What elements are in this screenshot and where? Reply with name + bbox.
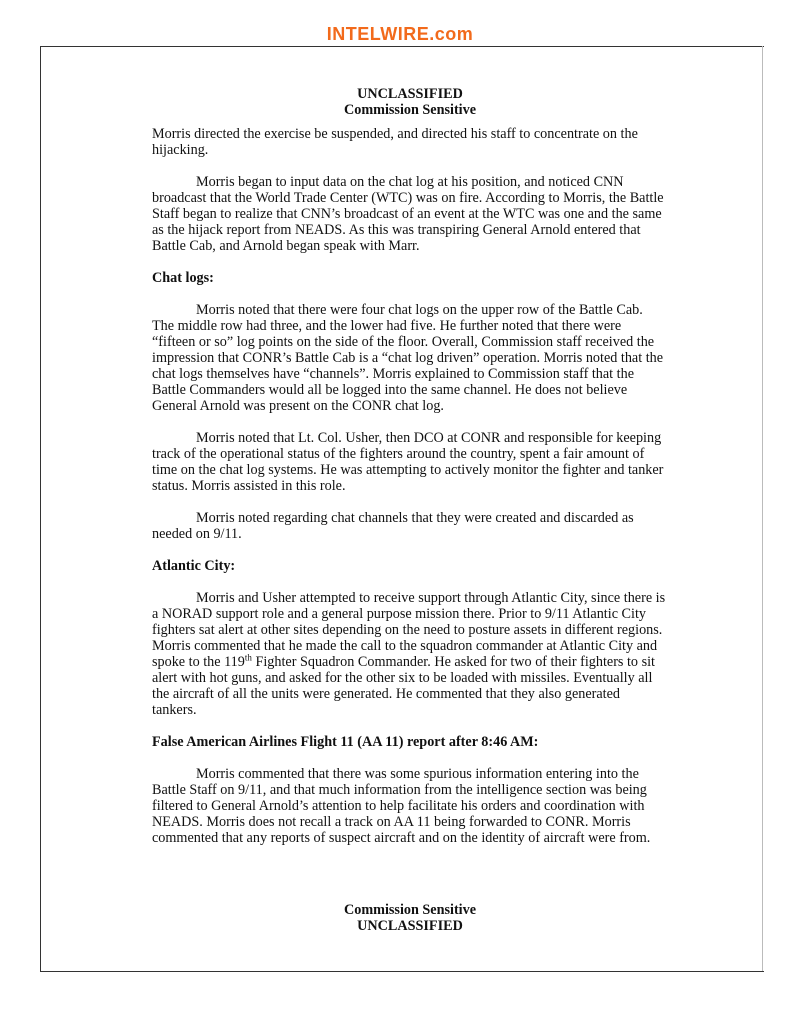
paragraph-6	[152, 590, 668, 718]
paragraph-2: Morris began to input data on the chat log at his position, and noticed CNN broadcast that the World Trade Center (WTC) was on fire. According to Morris, the Battle Staff began to realize that CNN’s broadcast of an event at the WTC was one and the same as the hijack report from NEADS. As this was transpiring General Arnold entered that Battle Cab, and Arnold began speak with Marr.	[152, 174, 664, 254]
paragraph-3: Morris noted that there were four chat logs on the upper row of the Battle Cab. The middle row had three, and the lower had five. He further noted that there were “fifteen or so” log points on the side of the floor. Overall, Commission staff received the impression that CONR’s Battle Cab is a “chat log driven” operation. Morris noted that the chat logs themselves have “channels”. Morris explained to Commission staff that the Battle Commanders would all be logged into the same channel. He does not believe General Arnold was present on the CONR chat log.	[152, 302, 664, 414]
paragraph-1: Morris directed the exercise be suspended, and directed his staff to concentrate on the hijacking.	[152, 126, 638, 158]
paragraph-6-part-a: Morris and Usher attempted to receive support through Atlantic City, since there is a NORAD support role and a general purpose mission there. Prior to 9/11 Atlantic City fighters sat alert at other sites depending on the need to posture assets in different regions. Morris commented that he made the call to the squadron commander at Atlantic City and spoke to the 119	[152, 590, 666, 670]
heading-false-aa11: False American Airlines Flight 11 (AA 11) report after 8:46 AM:	[152, 734, 539, 750]
page-border-left	[40, 46, 41, 971]
paragraph-7: Morris commented that there was some spurious information entering into the Battle Staff on 9/11, and that much information from the intelligence section was being filtered to General Arnold’s attention to help facilitate his orders and coordination with NEADS. Morris does not recall a track on AA 11 being forwarded to CONR. Morris commented that any reports of suspect aircraft and on the identity of aircraft were from.	[152, 766, 651, 846]
footer	[152, 902, 668, 934]
page-border-right	[762, 46, 763, 971]
footer-sensitivity: Commission Sensitive	[343, 902, 477, 918]
page-border-top	[40, 46, 764, 47]
paragraph-6-part-b: Fighter Squadron Commander. He asked for two of their fighters to sit alert with hot guns, and asked for the other six to be loaded with missiles. Eventually all the aircraft of all the units were generated. He commented that they also generated tankers.	[152, 654, 655, 718]
site-banner: INTELWIRE.com	[326, 24, 474, 44]
footer-classification: UNCLASSIFIED	[357, 918, 463, 934]
header-sensitivity: Commission Sensitive	[343, 102, 477, 118]
header-classification: UNCLASSIFIED	[357, 86, 463, 102]
paragraph-4: Morris noted that Lt. Col. Usher, then DCO at CONR and responsible for keeping track of the operational status of the fighters around the country, spent a fair amount of time on the chat log systems. He was attempting to actively monitor the fighter and tanker status. Morris assisted in this role.	[152, 430, 664, 494]
heading-atlantic-city: Atlantic City:	[152, 558, 236, 574]
paragraph-5: Morris noted regarding chat channels that they were created and discarded as needed on 9/11.	[152, 510, 634, 542]
page-border-bottom	[40, 971, 764, 972]
ordinal-suffix: th	[244, 652, 252, 663]
heading-chat-logs: Chat logs:	[152, 270, 214, 286]
document-body	[152, 86, 668, 846]
